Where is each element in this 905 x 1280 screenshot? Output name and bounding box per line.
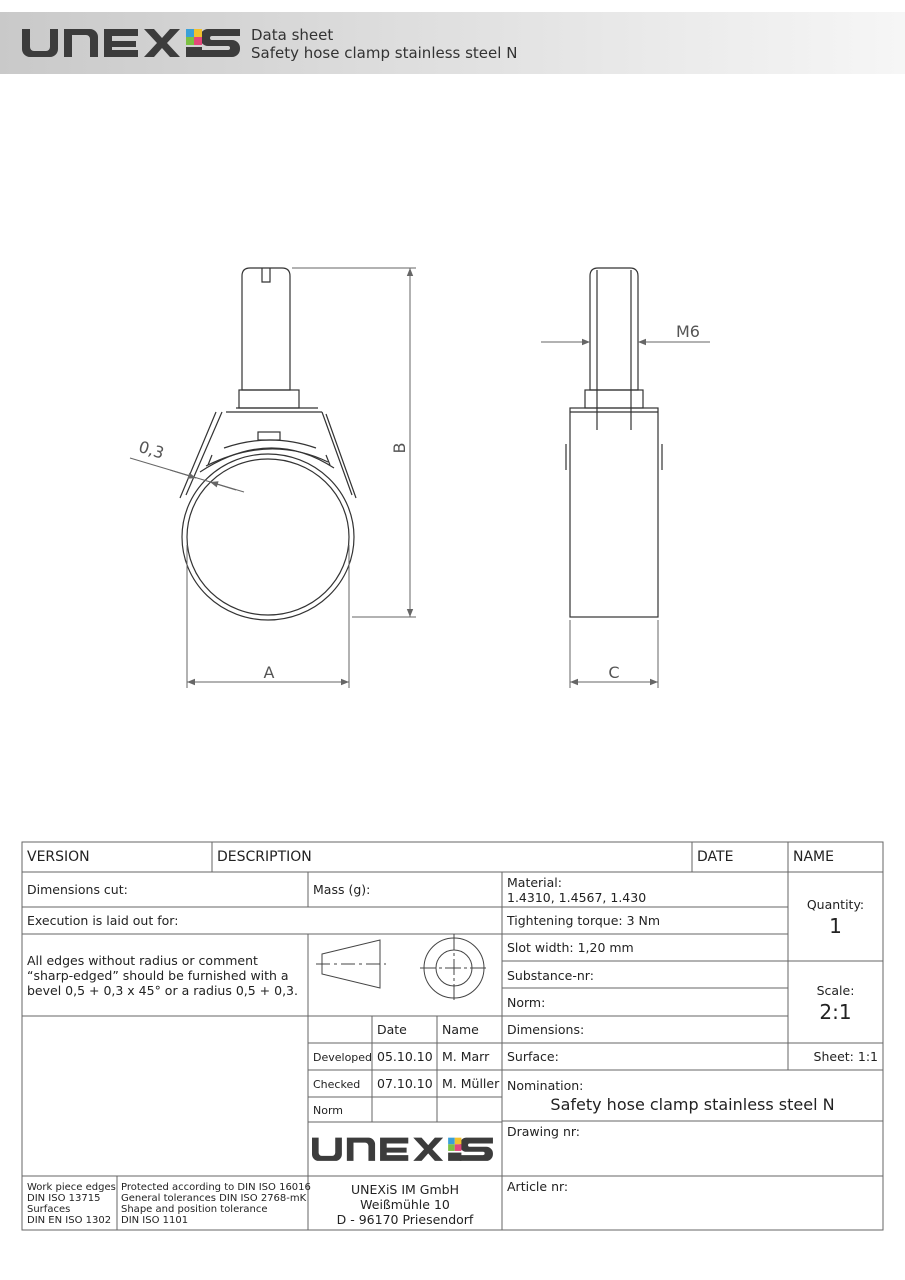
surface-field: Surface:	[507, 1049, 559, 1064]
edges-note-1: All edges without radius or comment	[27, 953, 258, 968]
col-date: Date	[377, 1022, 407, 1037]
company-city: D - 96170 Priesendorf	[336, 1212, 474, 1227]
quantity-label: Quantity:	[806, 897, 865, 912]
date-header: DATE	[697, 849, 734, 865]
drawing-nr: Drawing nr:	[507, 1124, 581, 1139]
dim-B-label: B	[390, 442, 409, 454]
slot-width: Slot width: 1,20 mm	[507, 940, 634, 955]
footer-left-2: DIN ISO 13715	[27, 1193, 101, 1204]
scale-value: 2:1	[819, 1000, 852, 1024]
nomination-label: Nomination:	[507, 1078, 584, 1093]
execution: Execution is laid out for:	[27, 913, 179, 928]
dim-A-label: A	[263, 663, 275, 682]
dimensions-cut: Dimensions cut:	[27, 882, 128, 897]
developed-date: 05.10.10	[377, 1049, 433, 1064]
footer-mid-3: Shape and position tolerance	[121, 1204, 268, 1215]
footer-left-3: Surfaces	[27, 1204, 71, 1215]
dim-thickness-label: 0,3	[136, 437, 167, 463]
footer-mid-1: Protected according to DIN ISO 16016	[121, 1182, 311, 1193]
company-name: UNEXiS IM GmbH	[351, 1182, 459, 1197]
company-street: Weißmühle 10	[360, 1197, 450, 1212]
norm-field: Norm:	[507, 995, 546, 1010]
sheet-field: Sheet: 1:1	[813, 1049, 878, 1064]
developed-label: Developed	[313, 1051, 373, 1064]
checked-name: M. Müller	[442, 1076, 500, 1091]
name-header: NAME	[793, 849, 834, 865]
edges-note-2: “sharp-edged” should be furnished with a	[27, 968, 289, 983]
article-nr: Article nr:	[507, 1179, 569, 1194]
tightening-torque: Tightening torque: 3 Nm	[507, 913, 661, 928]
norm-row-label: Norm	[313, 1104, 344, 1117]
projection-symbol	[316, 934, 488, 1002]
quantity-value: 1	[829, 914, 842, 938]
footer-left-1: Work piece edges	[27, 1182, 116, 1193]
scale-label: Scale:	[816, 983, 855, 998]
footer-mid-4: DIN ISO 1101	[121, 1215, 189, 1226]
edges-note-3: bevel 0,5 + 0,3 x 45° or a radius 0,5 + 0,3.	[27, 983, 298, 998]
nomination-value: Safety hose clamp stainless steel N	[550, 1095, 835, 1114]
dim-C-label: C	[608, 663, 620, 682]
dim-M6-label: M6	[676, 322, 700, 341]
checked-date: 07.10.10	[377, 1076, 433, 1091]
titleblock-logo	[312, 1138, 493, 1161]
mass: Mass (g):	[313, 882, 371, 897]
material-label: Material:	[507, 875, 562, 890]
version-header: VERSION	[27, 849, 90, 865]
doc-title: Safety hose clamp stainless steel N	[251, 44, 518, 62]
developed-name: M. Marr	[442, 1049, 490, 1064]
checked-label: Checked	[313, 1078, 361, 1091]
doc-type: Data sheet	[251, 26, 334, 44]
substance-nr: Substance-nr:	[507, 968, 594, 983]
material-value: 1.4310, 1.4567, 1.430	[507, 890, 647, 905]
description-header: DESCRIPTION	[217, 849, 312, 865]
footer-left-4: DIN EN ISO 1302	[27, 1215, 112, 1226]
footer-mid-2: General tolerances DIN ISO 2768-mK	[121, 1193, 307, 1204]
dimensions-field: Dimensions:	[507, 1022, 585, 1037]
col-name: Name	[442, 1022, 479, 1037]
